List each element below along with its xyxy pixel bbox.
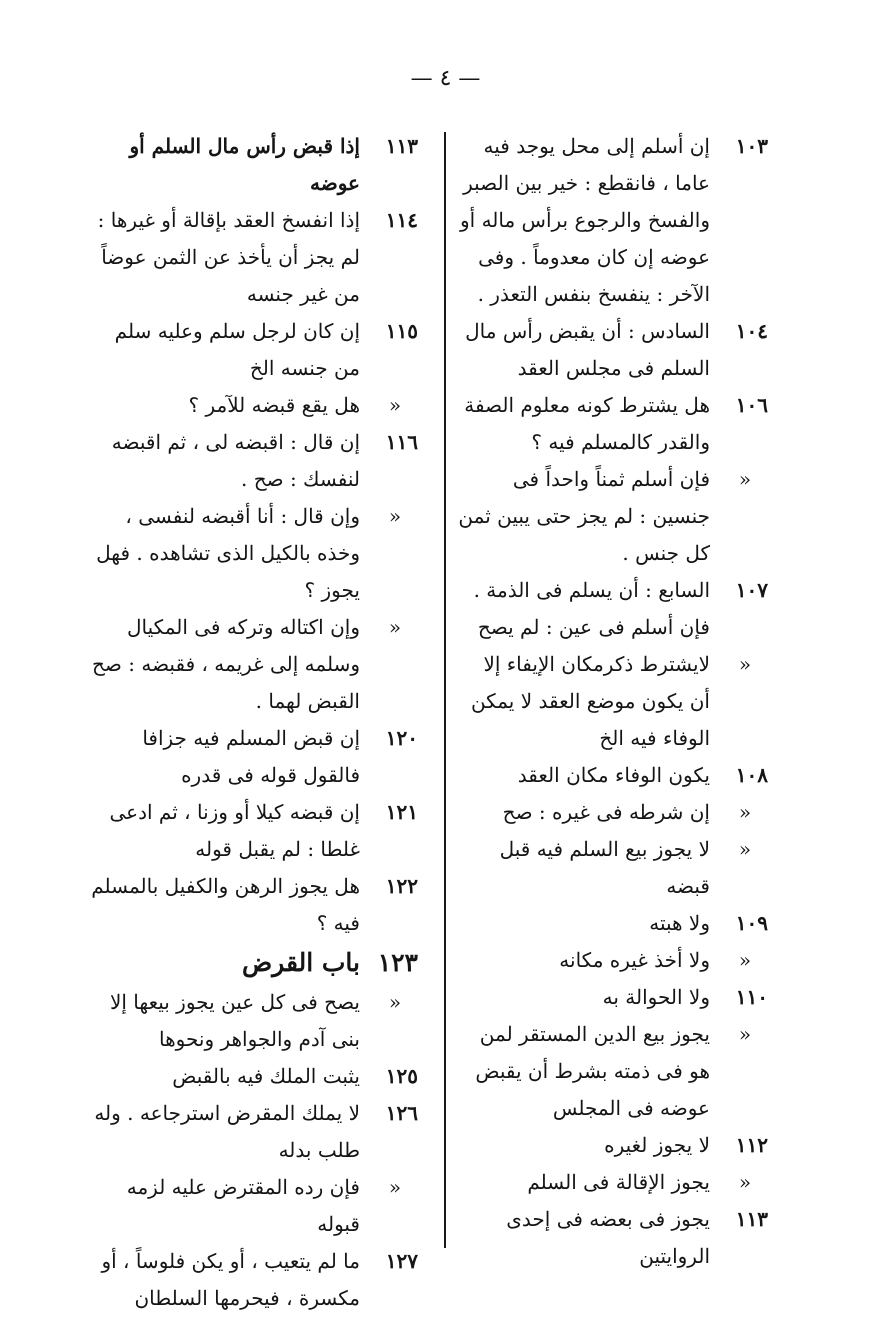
entry-text: إن قبضه كيلا أو وزنا ، ثم ادعى غلطا : لم يقبل قوله	[109, 800, 360, 861]
entry	[458, 1164, 768, 1201]
ditto-mark: «	[388, 1175, 402, 1199]
entry-text: إن كان لرجل سلم وعليه سلم من جنسه الخ	[114, 319, 360, 380]
entry	[458, 128, 768, 313]
column-divider	[444, 132, 446, 1248]
entry-text: ما لم يتعيب ، أو يكن فلوساً ، أو مكسرة ، فيحرمها السلطان	[101, 1249, 360, 1310]
entry	[88, 609, 418, 720]
entry-text: السابع : أن يسلم فى الذمة . فإن أسلم فى عين : لم يصح	[473, 578, 710, 639]
entry-number: ١٠٨	[735, 763, 768, 787]
entry-number: ١٢٣	[377, 948, 418, 977]
entry	[88, 720, 418, 794]
entry-number: ١١٣	[735, 1207, 768, 1231]
entry	[458, 905, 768, 942]
entry-number: ١٠٩	[735, 911, 768, 935]
entry-text: وإن قال : أنا أقبضه لنفسى ، وخذه بالكيل الذى تشاهده . فهل يجوز ؟	[96, 504, 360, 602]
entry	[458, 757, 768, 794]
entry-number: ١٢٦	[385, 1101, 418, 1125]
entry	[88, 202, 418, 313]
entry-text: إن قبض المسلم فيه جزافا فالقول قوله فى قدره	[142, 726, 360, 787]
entry	[88, 424, 418, 498]
entry-number: ١١٣	[385, 134, 418, 158]
entry	[458, 387, 768, 461]
entry	[458, 831, 768, 905]
entry-number: ١١٠	[735, 985, 768, 1009]
ditto-mark: «	[738, 1170, 752, 1194]
ditto-mark: «	[738, 1022, 752, 1046]
heading-text: باب القرض	[241, 948, 360, 977]
entry-number: ١٢٠	[385, 726, 418, 750]
entry-number: ١٠٦	[735, 393, 768, 417]
entry-number: ١٠٧	[735, 578, 768, 602]
entry-text: فإن رده المقترض عليه لزمه قبوله	[126, 1175, 360, 1236]
right-column	[458, 128, 768, 1275]
entry-text: لا يملك المقرض استرجاعه . وله طلب بدله	[94, 1101, 360, 1162]
left-column	[88, 128, 418, 1317]
entry	[88, 313, 418, 387]
entry-text: يصح فى كل عين يجوز بيعها إلا بنى آدم والجواهر ونحوها	[109, 990, 360, 1051]
ditto-mark: «	[738, 837, 752, 861]
entry-number: ١١٥	[385, 319, 418, 343]
entry-number: ١٠٣	[735, 134, 768, 158]
entry-number: ١١٢	[735, 1133, 768, 1157]
entry	[88, 868, 418, 942]
ditto-mark: «	[738, 652, 752, 676]
entry	[458, 794, 768, 831]
entry-number: ١٢٧	[385, 1249, 418, 1273]
ditto-mark: «	[388, 504, 402, 528]
entry-text: إذا قبض رأس مال السلم أو عوضه	[129, 134, 360, 195]
entry-text: فإن أسلم ثمناً واحداً فى جنسين : لم يجز حتى يبين ثمن كل جنس .	[458, 467, 710, 565]
entry	[88, 794, 418, 868]
entry	[458, 942, 768, 979]
entry	[88, 984, 418, 1058]
entry-text: هل يشترط كونه معلوم الصفة والقدر كالمسلم فيه ؟	[464, 393, 710, 454]
entry-text: إن شرطه فى غيره : صح	[502, 800, 710, 824]
entry-text: يثبت الملك فيه بالقبض	[172, 1064, 360, 1088]
entry-text: السادس : أن يقبض رأس مال السلم فى مجلس العقد	[465, 319, 710, 380]
entry	[458, 461, 768, 572]
entry-text: لايشترط ذكرمكان الإيفاء إلا أن يكون موضع العقد لا يمكن الوفاء فيه الخ	[470, 652, 710, 750]
entry-number: ١٠٤	[735, 319, 768, 343]
ditto-mark: «	[388, 615, 402, 639]
entry-text: لا يجوز بيع السلم فيه قبل قبضه	[499, 837, 710, 898]
entry	[458, 1016, 768, 1127]
entry-number: ١٢٥	[385, 1064, 418, 1088]
entry-text: ولا الحوالة به	[602, 985, 710, 1009]
entry-number: ١٢١	[385, 800, 418, 824]
ditto-mark: «	[738, 948, 752, 972]
ditto-mark: «	[388, 393, 402, 417]
entry-text: يكون الوفاء مكان العقد	[517, 763, 710, 787]
entry-text: ولا هبته	[649, 911, 710, 935]
entry-text: يجوز بيع الدين المستقر لمن هو فى ذمته بشرط أن يقبض عوضه فى المجلس	[475, 1022, 710, 1120]
entry	[88, 1169, 418, 1243]
entry	[88, 498, 418, 609]
entry	[458, 572, 768, 646]
entry-text: لا يجوز لغيره	[604, 1133, 710, 1157]
ditto-mark: «	[388, 990, 402, 1014]
ditto-mark: «	[738, 800, 752, 824]
entry-text: يجوز فى بعضه فى إحدى الروايتين	[506, 1207, 710, 1268]
entry	[458, 1127, 768, 1164]
entry-text: يجوز الإقالة فى السلم	[527, 1170, 710, 1194]
ditto-mark: «	[738, 467, 752, 491]
entry-text: ولا أخذ غيره مكانه	[559, 948, 710, 972]
entry-number: ١٢٢	[385, 874, 418, 898]
entry	[88, 1243, 418, 1317]
entry	[88, 387, 418, 424]
entry	[458, 1201, 768, 1275]
entry-text: إن قال : اقبضه لى ، ثم اقبضه لنفسك : صح .	[111, 430, 360, 491]
entry-number: ١١٤	[385, 208, 418, 232]
entry-text: هل يجوز الرهن والكفيل بالمسلم فيه ؟	[91, 874, 360, 935]
entry-text: إذا انفسخ العقد بإقالة أو غيرها : لم يجز أن يأخذ عن الثمن عوضاً من غير جنسه	[97, 208, 360, 306]
entry	[458, 313, 768, 387]
entry	[88, 1058, 418, 1095]
entry-text: إن أسلم إلى محل يوجد فيه عاما ، فانقطع : خير بين الصبر والفسخ والرجوع برأس ماله أو عوضه إن كان معدوماً . وفى الآخر : ينفسخ بنفس التعذر .	[460, 134, 710, 306]
entry	[88, 128, 418, 202]
section-heading	[88, 942, 418, 984]
entry-text: هل يقع قبضه للآمر ؟	[188, 393, 360, 417]
entry	[458, 646, 768, 757]
entry	[458, 979, 768, 1016]
entry-text: وإن اكتاله وتركه فى المكيال وسلمه إلى غريمه ، فقبضه : صح القبض لهما .	[92, 615, 360, 713]
entry-number: ١١٦	[385, 430, 418, 454]
entry	[88, 1095, 418, 1169]
page-number-header: — ٤ —	[410, 66, 481, 91]
